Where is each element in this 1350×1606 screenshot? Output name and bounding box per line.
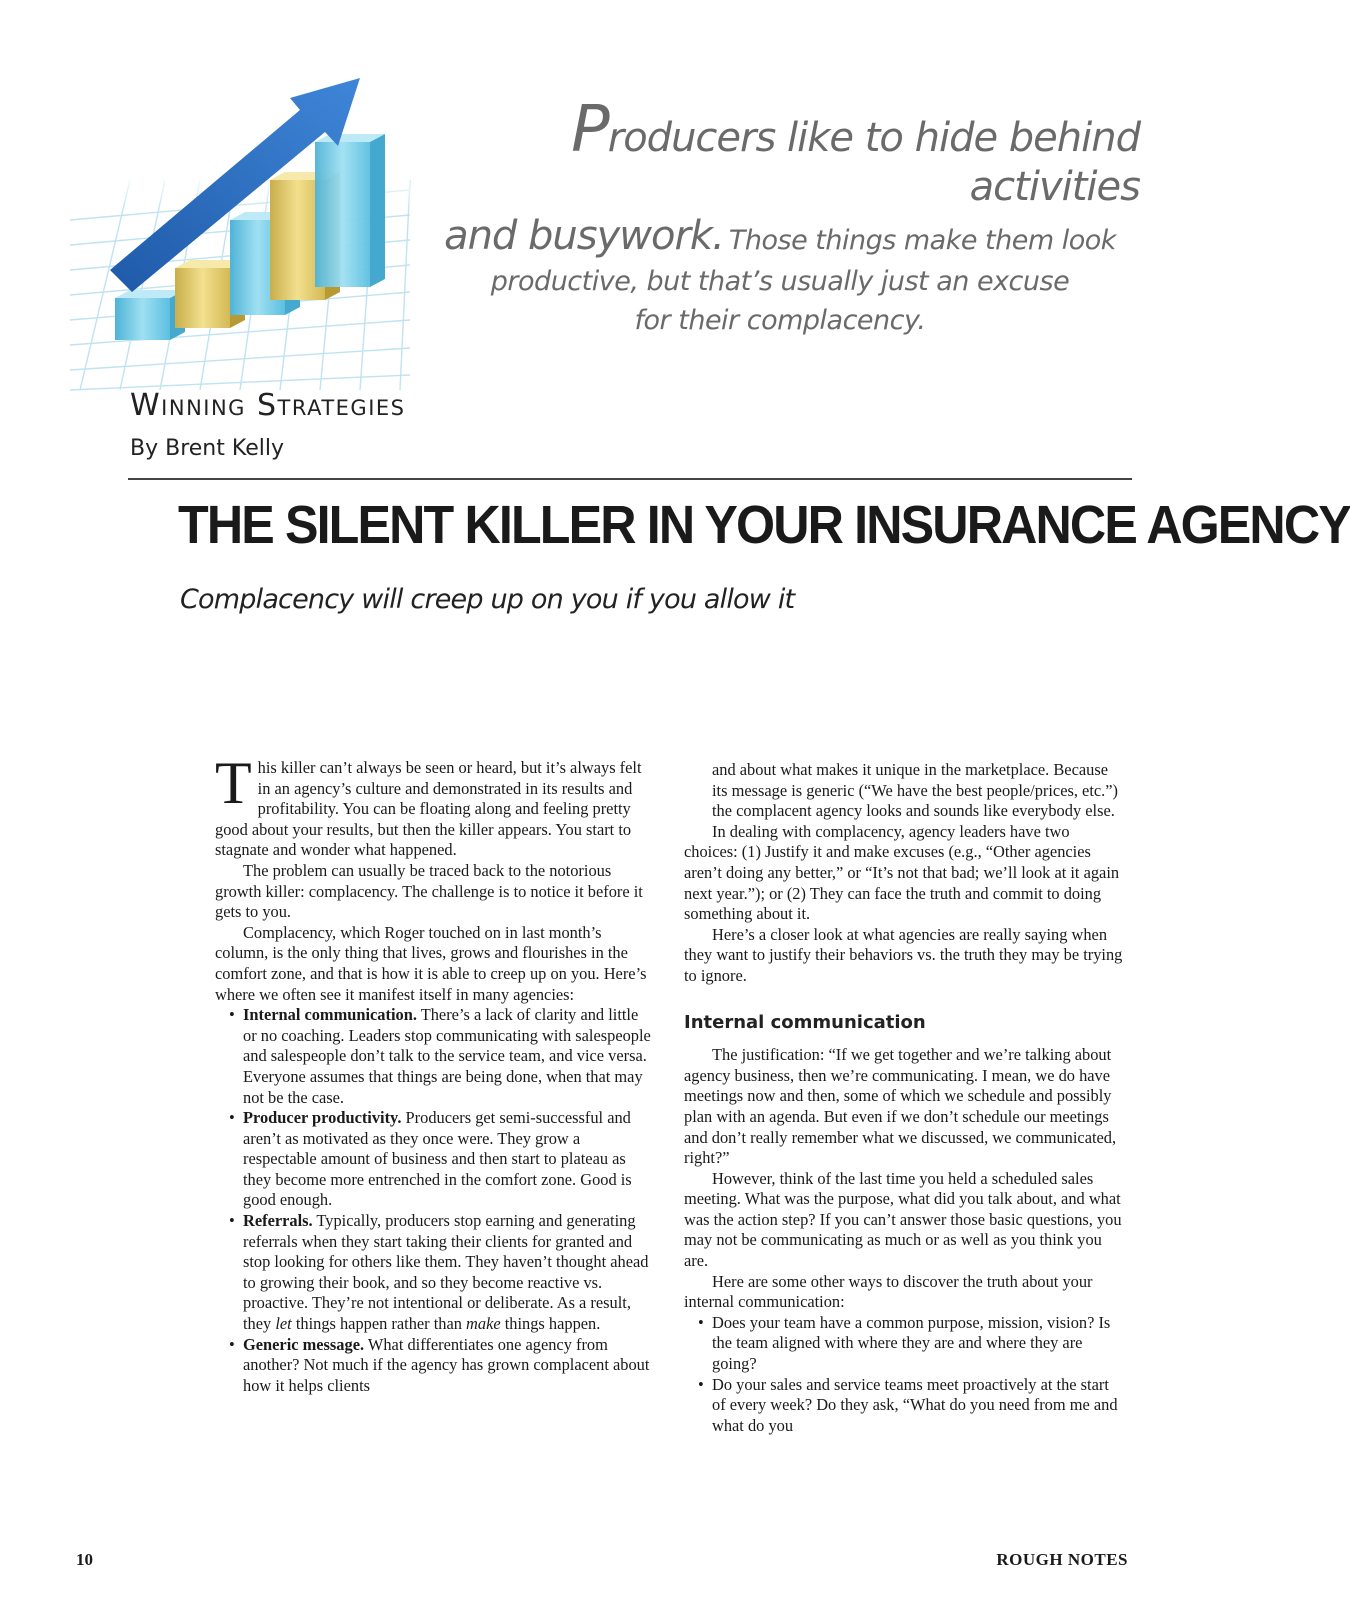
list-item-text: Typically, producers stop earning and generating referrals when they start taking their clients for granted and stop looking for others like them. They haven’t thought ahead to growing their book, and so they become reactive vs. proactive. They’re not intentional or deliberate. As a result, they	[243, 1211, 649, 1334]
growth-arrow-icon	[70, 70, 410, 390]
pull-quote-line-3: productive, but that’s usually just an excuse	[490, 266, 1070, 298]
article-headline: THE SILENT KILLER IN YOUR INSURANCE AGENCY	[178, 495, 1350, 555]
list-item-label: Referrals.	[243, 1211, 313, 1231]
pull-quote-line-2	[420, 212, 1140, 261]
list-item-text: There’s a lack of clarity and little or no coaching. Leaders stop communicating with salespeople and salespeople don’t talk to the service team, and vice versa. Everyone assumes that things are being done, when that may not be the case.	[243, 1005, 651, 1107]
growth-chart-illustration	[70, 70, 410, 390]
paragraph: In dealing with complacency, agency leaders have two choices: (1) Justify it and make excuses (e.g., “Other agencies aren’t doing any better,” or “It’s not that bad; we’ll look at it again next year.”); or (2) They can face the truth and commit to doing something about it.	[684, 821, 1120, 924]
author-byline: By Brent Kelly	[130, 436, 284, 461]
pull-quote-dropcap: P	[571, 93, 608, 167]
section-label: Winning Strategies	[130, 388, 406, 423]
complacency-list	[215, 1005, 655, 1396]
truth-list	[684, 1313, 1126, 1437]
list-item-label: Internal communication.	[243, 1005, 417, 1025]
pull-quote	[420, 93, 1140, 338]
pull-quote-emphasis: and busywork.	[444, 212, 724, 259]
list-item-text: What differentiates one agency from another? Not much if the agency has grown complacent about how it helps clients	[243, 1334, 650, 1395]
list-item-label: Producer productivity.	[243, 1108, 402, 1128]
paragraph: However, think of the last time you held a scheduled sales meeting. What was the purpose, what did you talk about, and what was the action step? If you can’t answer those basic questions, you may not be communicating as much or as well as you think you are.	[684, 1168, 1122, 1271]
list-item-continued	[712, 760, 1126, 822]
list-item	[243, 1211, 655, 1335]
list-item: • Do your sales and service teams meet proactively at the start of every week? Do they ask, “What do you need from me and what do you	[712, 1375, 1126, 1437]
list-item	[243, 1335, 655, 1397]
article-subheadline: Complacency will creep up on you if you allow it	[180, 584, 795, 615]
pull-quote-line-4: for their complacency.	[634, 305, 926, 337]
paragraph: Complacency, which Roger touched on in last month’s column, is the only thing that lives, grows and flourishes in the comfort zone, and that is how it is able to creep up on you. Here’s where we often see it manifest itself in many agencies:	[215, 922, 647, 1004]
paragraph	[215, 750, 655, 861]
list-item-text: and about what makes it unique in the marketplace. Because its message is generic (“We have the best people/prices, etc.”) the complacent agency looks and sounds like everybody else.	[712, 760, 1118, 821]
list-item-text: things happen.	[500, 1314, 601, 1334]
header-divider	[128, 478, 1132, 480]
pull-quote-line-1	[420, 93, 1140, 212]
list-item-text: Producers get semi-successful and aren’t as motivated as they once were. They grow a respectable amount of business and then start to plateau as they become more entrenched in the comfort zone. Good is good enough.	[243, 1108, 632, 1210]
paragraph: The problem can usually be traced back to the notorious growth killer: complacency. The challenge is to notice it before it gets to you.	[215, 860, 643, 922]
paragraph: Here are some other ways to discover the truth about your internal communication:	[684, 1271, 1093, 1312]
emphasis: make	[466, 1314, 501, 1334]
list-item-label: Generic message.	[243, 1334, 365, 1354]
article-column-right	[684, 760, 1126, 1436]
list-item	[243, 1005, 655, 1108]
list-item-text: things happen rather than	[291, 1314, 467, 1334]
drop-cap: T	[215, 750, 252, 816]
page-number: 10	[76, 1550, 93, 1569]
emphasis: let	[275, 1314, 292, 1334]
section-subhead: Internal communication	[684, 1011, 926, 1033]
publication-name: ROUGH NOTES	[996, 1550, 1128, 1569]
list-item	[243, 1108, 655, 1211]
paragraph-text: his killer can’t always be seen or heard, but it’s always felt in an agency’s culture and demonstrated in its results and profitability. You can be floating along and feeling pretty good about your results, but then the killer appears. You start to stagnate and wonder what happened.	[215, 758, 642, 860]
paragraph: Here’s a closer look at what agencies are really saying when they want to justify their behaviors vs. the truth they may be trying to ignore.	[684, 924, 1123, 985]
list-item: • Does your team have a common purpose, mission, vision? Is the team aligned with where they are and where they are going?	[712, 1313, 1126, 1375]
article-column-left	[215, 750, 655, 1396]
paragraph: The justification: “If we get together and we’re talking about agency business, then we’re communicating. I mean, we do have meetings now and then, some of which we schedule and possibly plan with an agenda. But even if we don’t schedule our meetings and don’t really remember what we discussed, we communicated, right?”	[684, 1045, 1117, 1168]
pull-quote-line-2-text: Those things make them look	[728, 224, 1116, 256]
continued-list	[684, 760, 1126, 822]
pull-quote-line-1-text: roducers like to hide behind activities	[607, 115, 1140, 210]
